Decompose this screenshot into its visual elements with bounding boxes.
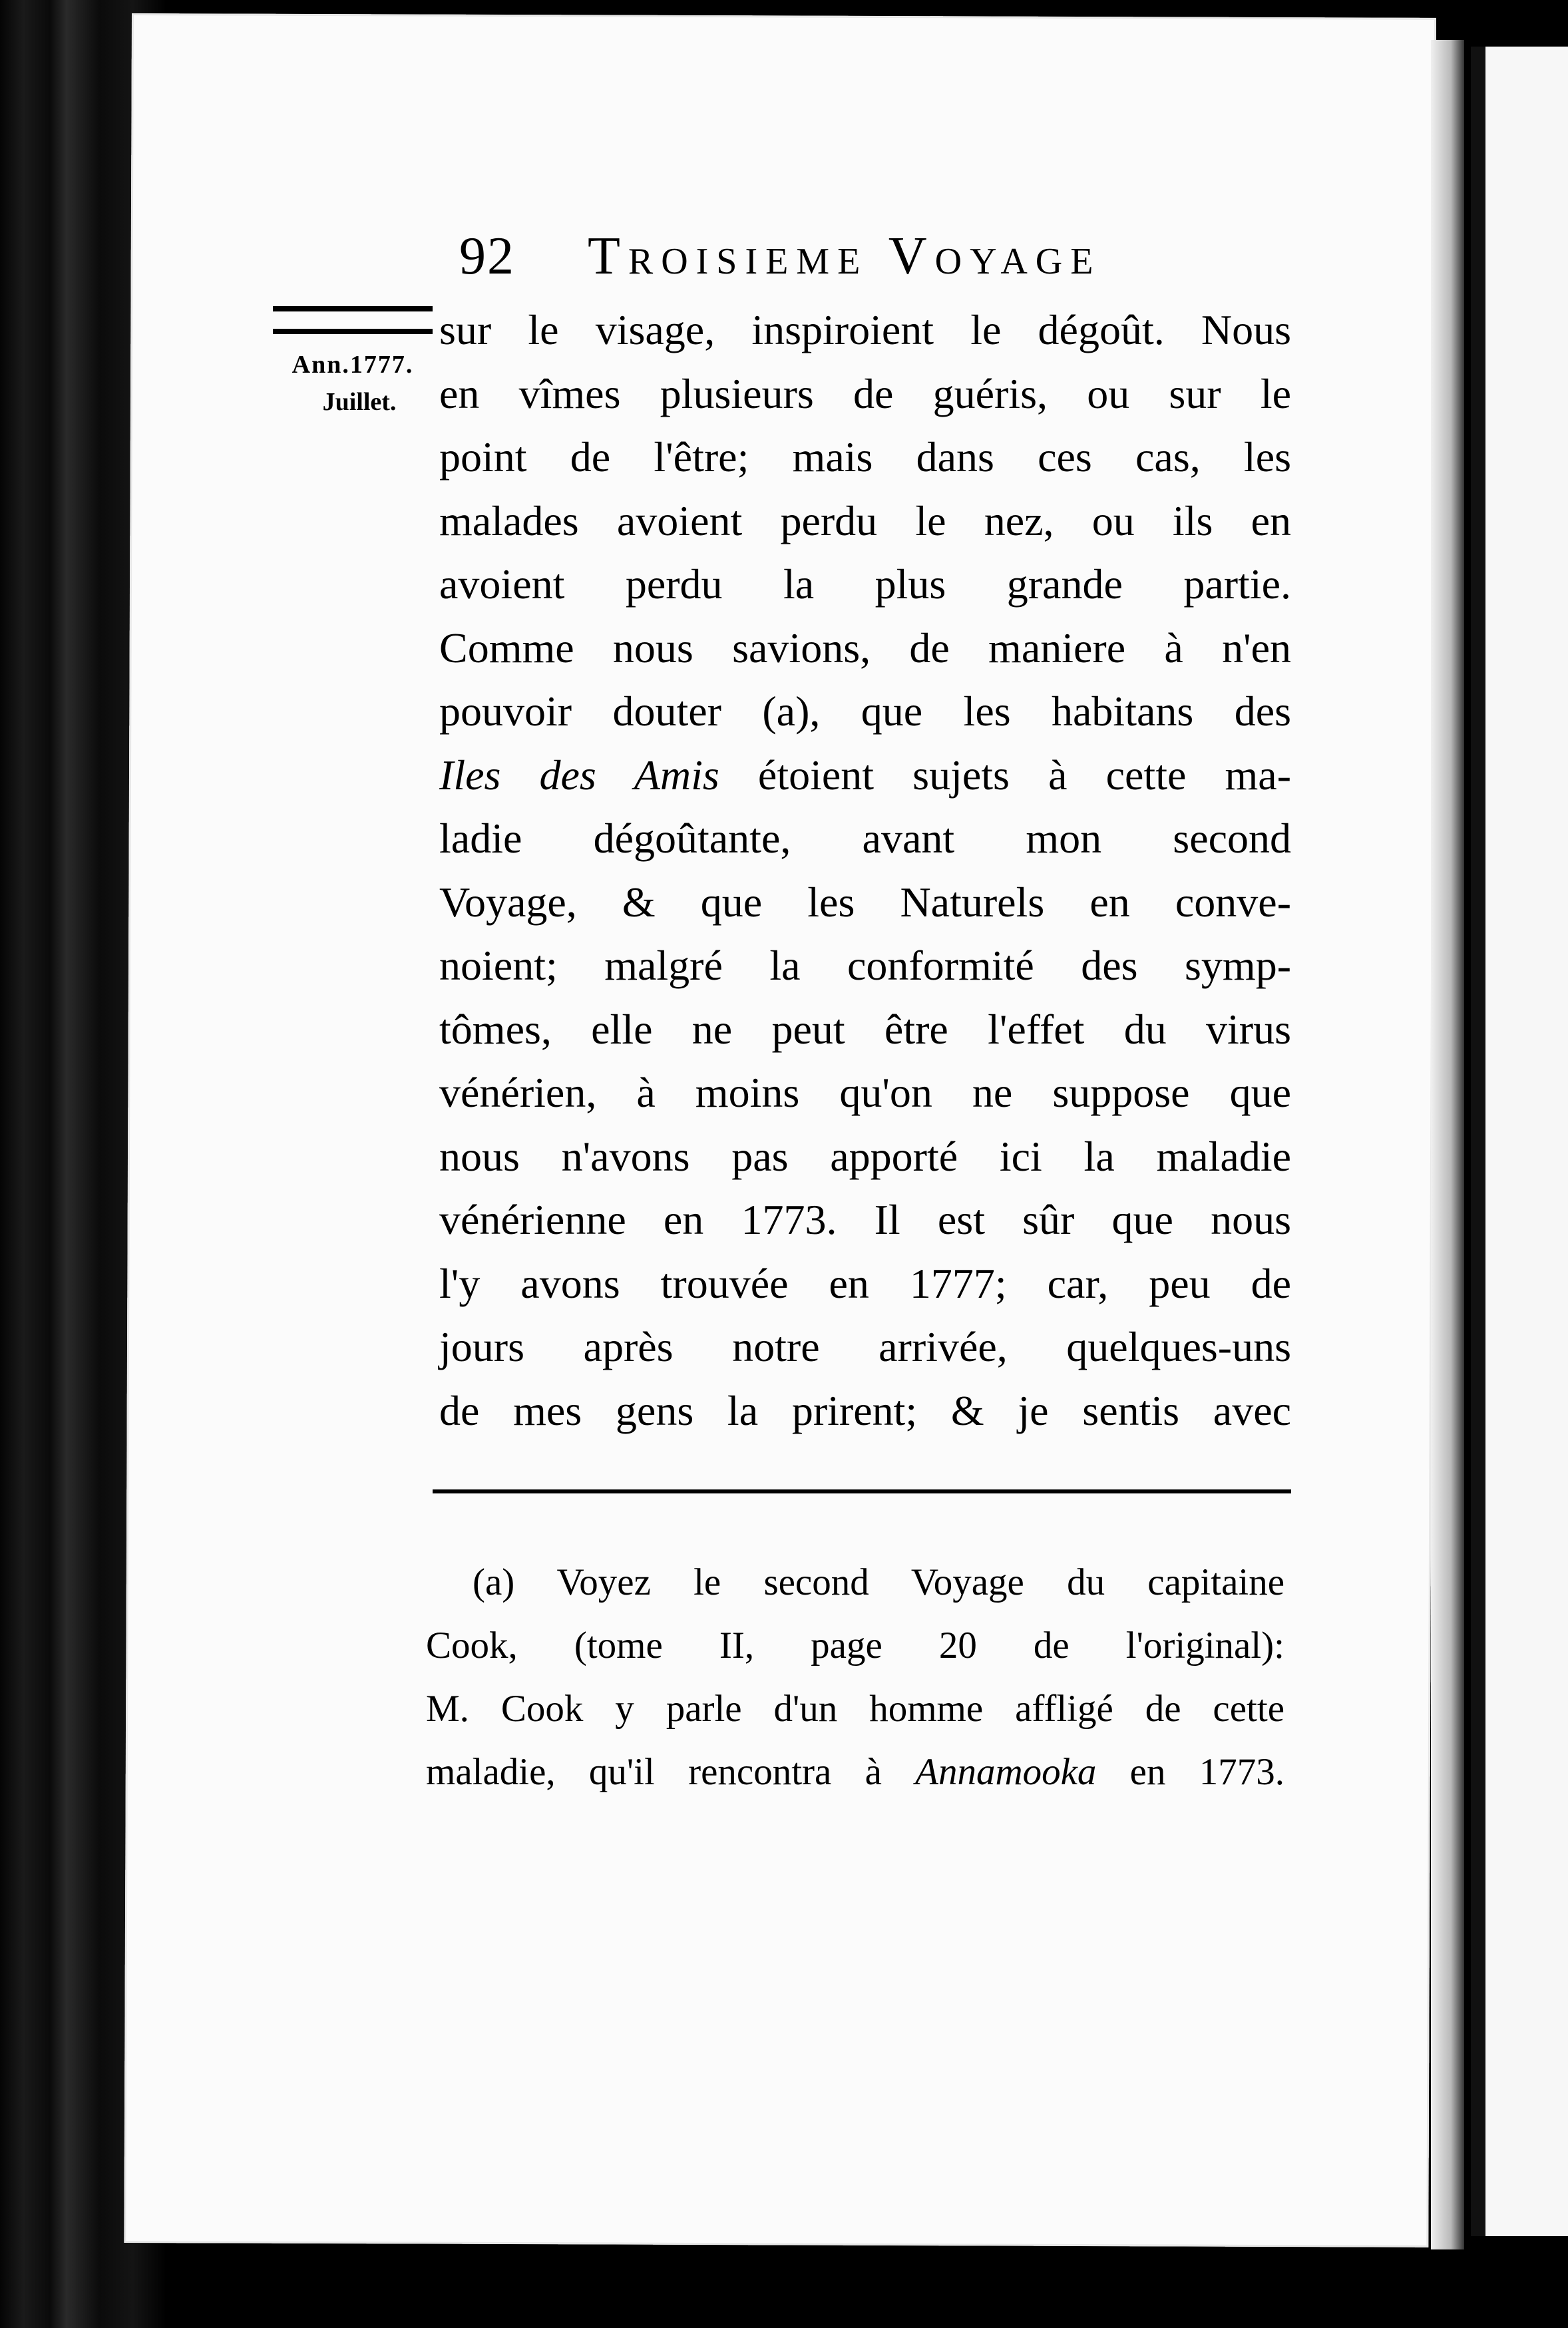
running-title: Troisieme Voyage — [588, 227, 1101, 286]
footnote-separator — [433, 1489, 1291, 1493]
body-line: point de l'être; mais dans ces cas, les — [439, 433, 1291, 481]
body-line-italic-place — [439, 743, 1291, 807]
body-line: tômes, elle ne peut être l'effet du virus — [439, 1005, 1291, 1053]
body-line: noient; malgré la conformité des symp- — [439, 942, 1291, 989]
body-line: vénérien, à moins qu'on ne suppose que — [439, 1069, 1291, 1116]
margin-note-month: Juillet. — [322, 388, 397, 416]
footnote-line: (a) Voyez le second Voyage du capitaine — [473, 1561, 1284, 1603]
body-line: en vîmes plusieurs de guéris, ou sur le — [439, 369, 1291, 417]
page-number: 92 — [459, 227, 515, 286]
body-line: sur le visage, inspiroient le dégoût. Nous — [439, 306, 1291, 353]
footnote-line: Cook, (tome II, page 20 de l'original): — [426, 1625, 1284, 1666]
body-text — [439, 298, 1291, 1442]
body-line: de mes gens la prirent; & je sentis avec — [439, 1386, 1291, 1434]
footnote-text: en 1773. — [1096, 1751, 1284, 1793]
body-line: Comme nous savions, de maniere à n'en — [439, 624, 1291, 672]
body-line: ladie dégoûtante, avant mon second — [439, 815, 1291, 862]
body-line: malades avoient perdu le nez, ou ils en — [439, 496, 1291, 544]
body-line: l'y avons trouvée en 1777; car, peu de — [439, 1259, 1291, 1307]
body-line: jours après notre arrivée, quelques-uns — [439, 1323, 1291, 1370]
footnote-text: maladie, qu'il rencontra à — [426, 1751, 916, 1793]
margin-note — [270, 346, 436, 421]
footnote — [426, 1551, 1284, 1804]
body-line: avoient perdu la plus grande partie. — [439, 560, 1291, 608]
footnote-line: M. Cook y parle d'un homme affligé de cette — [426, 1688, 1284, 1730]
adjacent-page-edge — [1471, 47, 1568, 2236]
margin-double-rule — [273, 306, 433, 334]
place-name-annamooka: Annamooka — [915, 1751, 1097, 1793]
body-line: vénérienne en 1773. Il est sûr que nous — [439, 1196, 1291, 1243]
body-line: Voyage, & que les Naturels en conve- — [439, 878, 1291, 926]
body-line: pouvoir douter (a), que les habitans des — [439, 687, 1291, 735]
footnote-line-last — [426, 1740, 1284, 1804]
body-line: nous n'avons pas apporté ici la maladie — [439, 1132, 1291, 1180]
body-line-remainder: étoient sujets à cette ma- — [719, 751, 1292, 799]
page-gutter-shadow — [1431, 40, 1464, 2249]
margin-note-year: Ann.1777. — [292, 351, 414, 379]
place-name-iles-des-amis: Iles des Amis — [439, 751, 719, 799]
running-header — [459, 226, 1101, 287]
